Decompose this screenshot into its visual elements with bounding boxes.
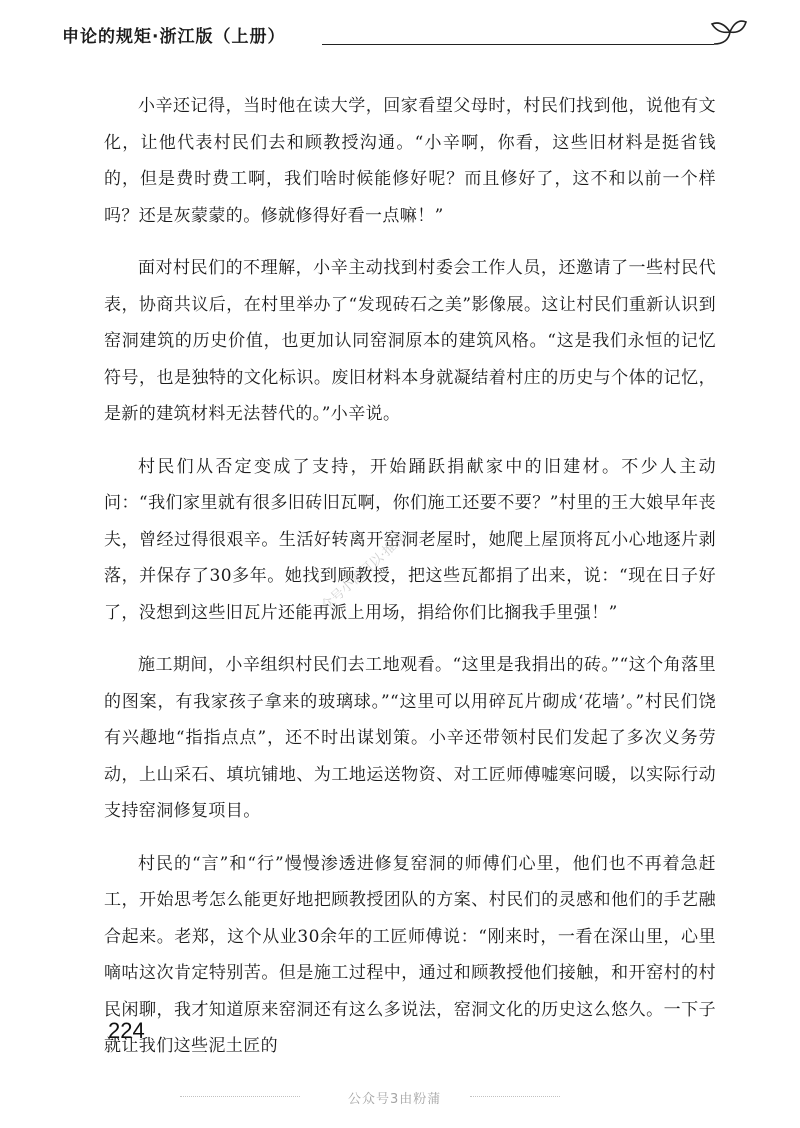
paragraph-2: 面对村民们的不理解，小辛主动找到村委会工作人员，还邀请了一些村民代表，协商共议后，在村里举办了“发现砖石之美”影像展。这让村民们重新认识到窑洞建筑的历史价值，也更加认同窑洞原本的建筑风格。“这是我们永恒的记忆符号，也是独特的文化标识。废旧材料本身就凝结着村庄的历史与个体的记忆，是新的建筑材料无法替代的。”小辛说。	[104, 258, 716, 424]
paragraph-5: 村民的“言”和“行”慢慢渗透进修复窑洞的师傅们心里，他们也不再着急赶工，开始思考怎么能更好地把顾教授团队的方案、村民们的灵感和他们的手艺融合起来。老郑，这个从业30余年的工匠师傅说：“刚来时，一看在深山里，心里嘀咕这次肯定特别苦。但是施工过程中，通过和顾教授他们接触，和开窑村的村民闲聊，我才知道原来窑洞还有这么多说法，窑洞文化的历史这么悠久。一下子就让我们这些泥土匠的	[104, 853, 716, 1056]
running-header	[62, 20, 732, 56]
page-number: 224	[108, 1018, 145, 1043]
paragraph-3: 村民们从否定变成了支持，开始踊跃捐献家中的旧建材。不少人主动问：“我们家里就有很多旧砖旧瓦啊，你们施工还要不要？”村里的王大娘早年丧夫，曾经过得很艰辛。生活好转离开窑洞老屋时，她爬上屋顶将瓦小心地逐片剥落，并保存了30多年。她找到顾教授，把这些瓦都捐了出来，说：“现在日子好了，没想到这些旧瓦片还能再派上用场，捐给你们比搁我手里强！”	[104, 456, 716, 623]
book-title: 申论的规矩·浙江版（上册）	[62, 27, 286, 47]
bottom-watermark: 公众号3由粉蒲	[348, 1092, 442, 1107]
paragraph-4: 施工期间，小辛组织村民们去工地观看。“这里是我捐出的砖。”“这个角落里的图案，有我家孩子拿来的玻璃球。”“这里可以用碎瓦片砌成‘花墙’。”村民们饶有兴趣地“指指点点”，还不时出谋划策。小辛还带领村民们发起了多次义务劳动，上山采石、填坑铺地、为工地运送物资、对工匠师傅嘘寒问暖，以实际行动支持窑洞修复项目。	[104, 655, 716, 821]
body-text	[104, 88, 716, 1081]
paragraph-1: 小辛还记得，当时他在读大学，回家看望父母时，村民们找到他，说他有文化，让他代表村民们去和顾教授沟通。“小辛啊，你看，这些旧材料是挺省钱的，但是费时费工啊，我们啥时候能修好呢？而且修好了，这不和以前一个样吗？还是灰蒙蒙的。修就修得好看一点嘛！”	[104, 96, 716, 226]
header-rule	[322, 44, 714, 45]
faint-watermark: 众号小需可以·推荐	[318, 530, 410, 615]
scan-noise	[180, 1096, 300, 1099]
sprout-icon	[708, 16, 748, 52]
scan-noise	[470, 1096, 560, 1099]
